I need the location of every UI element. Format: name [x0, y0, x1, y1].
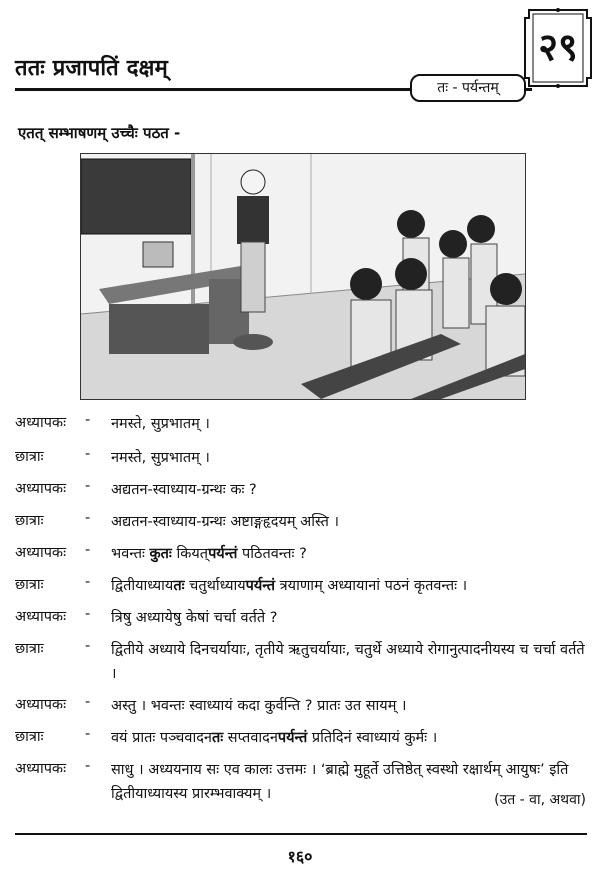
utterance: नमस्ते, सुप्रभातम् । — [111, 416, 210, 432]
speaker: छात्राः — [15, 577, 44, 593]
dash: - — [85, 446, 91, 462]
speaker: अध्यापकः — [15, 609, 66, 625]
speaker: अध्यापकः — [15, 697, 66, 713]
utterance: अद्यतन-स्वाध्याय-ग्रन्थः कः ? — [111, 482, 257, 498]
utterance: द्वितीये अध्याये दिनचर्यायाः, तृतीये ऋतुचर्यायाः, चतुर्थे अध्याये रोगानुत्पादनीयस्य च चर्चा वर्तते । — [111, 642, 585, 682]
utterance: साधु । अध्ययनाय सः एव कालः उत्तमः । ‘ब्राह्मे मुहूर्ते उत्तिष्ठेत् स्वस्थो रक्षार्थम् आयुषः’ इति द्वितीयाध्यायस्य प्रारम्भवाक्यम् । — [111, 762, 569, 802]
dash: - — [85, 412, 91, 428]
footnote: (उत - वा, अथवा) — [494, 792, 586, 808]
utterance: भवन्तः कुतः कियत्पर्यन्तं पठितवन्तः ? — [111, 546, 307, 562]
dash: - — [85, 694, 91, 710]
lesson-number: २९ — [538, 25, 578, 69]
dash: - — [85, 638, 91, 654]
dash: - — [85, 758, 91, 774]
dash: - — [85, 574, 91, 590]
utterance: वयं प्रातः पञ्चवादनतः सप्तवादनपर्यन्तं प्रतिदिनं स्वाध्यायं कुर्मः । — [111, 730, 438, 746]
utterance: नमस्ते, सुप्रभातम् । — [111, 450, 210, 466]
dash: - — [85, 510, 91, 526]
dash: - — [85, 542, 91, 558]
footer-rule — [15, 833, 587, 835]
utterance: अस्तु । भवन्तः स्वाध्यायं कदा कुर्वन्ति ? प्रातः उत सायम् । — [111, 698, 407, 714]
speaker: छात्राः — [15, 729, 44, 745]
title-underline — [15, 88, 415, 91]
speaker: छात्राः — [15, 513, 44, 529]
dash: - — [85, 606, 91, 622]
grammar-tag: तः - पर्यन्तम् — [410, 74, 526, 102]
page-title: ततः प्रजापतिं दक्षम् — [15, 56, 168, 81]
speaker: छात्राः — [15, 449, 44, 465]
utterance: द्वितीयाध्यायतः चतुर्थाध्यायपर्यन्तं त्रयाणाम् अध्यायानां पठनं कृतवन्तः । — [111, 578, 468, 594]
dash: - — [85, 726, 91, 742]
classroom-illustration — [80, 153, 526, 400]
utterance: अद्यतन-स्वाध्याय-ग्रन्थः अष्टाङ्गहृदयम् अस्ति । — [111, 514, 340, 530]
lesson-badge — [523, 6, 593, 90]
speaker: अध्यापकः — [15, 545, 66, 561]
speaker: अध्यापकः — [15, 481, 66, 497]
dash: - — [85, 478, 91, 494]
page-number: १६० — [287, 847, 313, 866]
speaker: छात्राः — [15, 641, 44, 657]
speaker: अध्यापकः — [15, 415, 66, 431]
utterance: त्रिषु अध्यायेषु केषां चर्चा वर्तते ? — [111, 610, 278, 626]
instruction-text: एतत् सम्भाषणम् उच्चैः पठत - — [18, 124, 181, 142]
speaker: अध्यापकः — [15, 761, 66, 777]
